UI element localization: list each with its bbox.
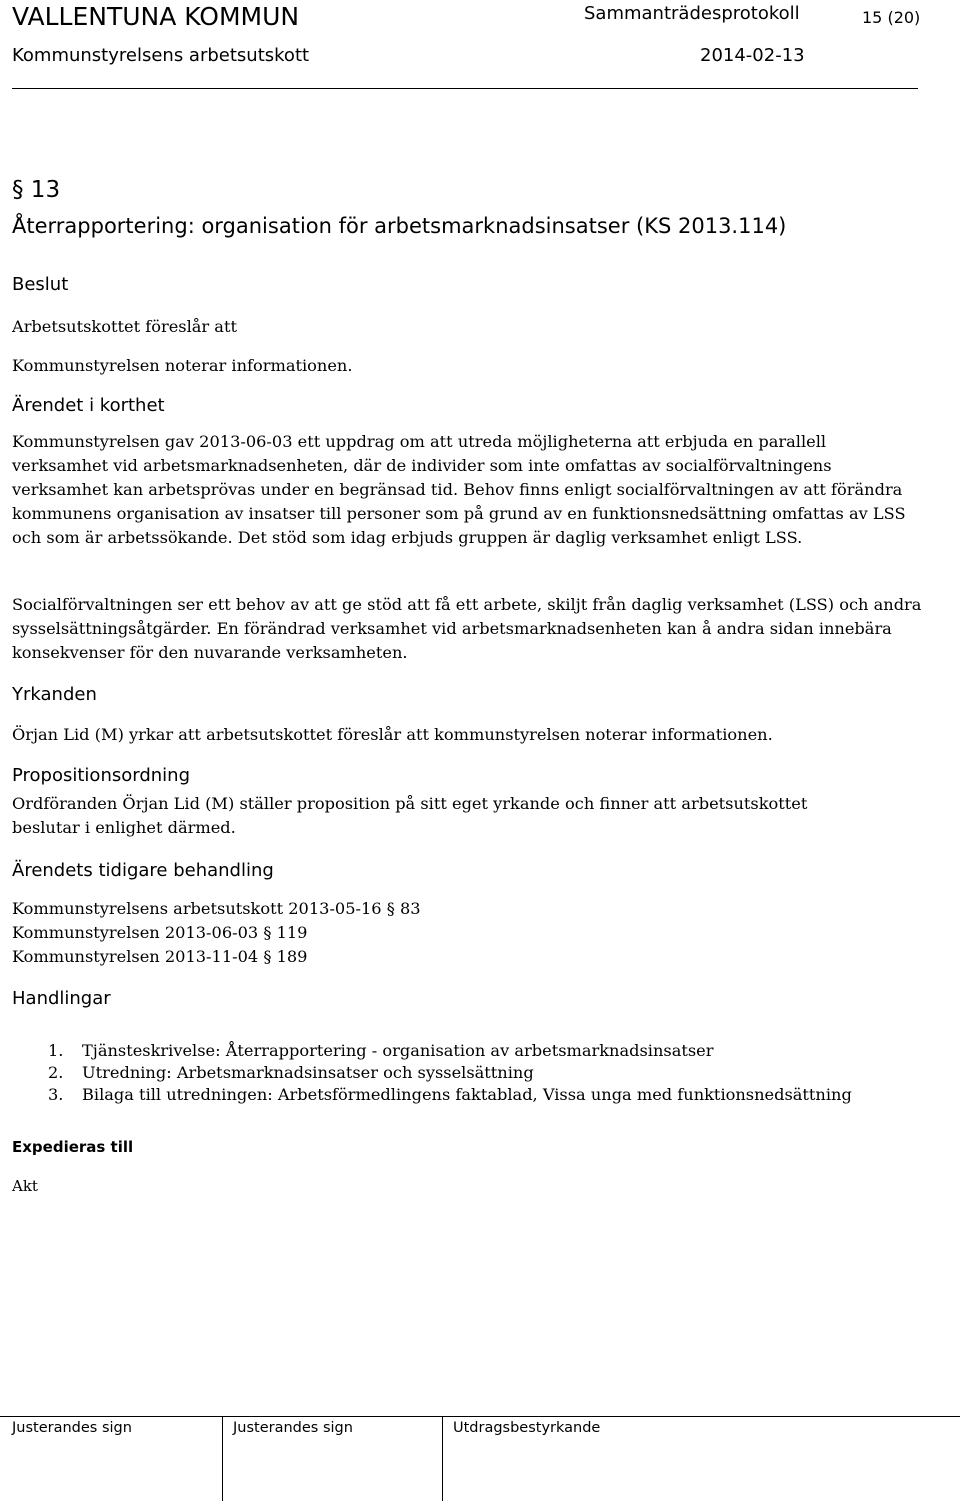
list-item-number: 3. (48, 1085, 64, 1104)
beslut-line-1: Arbetsutskottet föreslår att (12, 317, 237, 336)
tidigare-heading: Ärendets tidigare behandling (12, 860, 274, 881)
expedieras-heading: Expedieras till (12, 1138, 134, 1156)
committee-name: Kommunstyrelsens arbetsutskott (12, 45, 310, 66)
handlingar-list (48, 1040, 852, 1106)
page-title: Återrapportering: organisation för arbetsmarknadsinsatser (KS 2013.114) (12, 214, 787, 238)
signature-label: Justerandes sign (233, 1420, 353, 1436)
list-item-text: Bilaga till utredningen: Arbetsförmedlingens faktablad, Vissa unga med funktionsnedsättning (82, 1085, 852, 1104)
arendet-paragraph-2 (12, 593, 922, 665)
tidigare-item: Kommunstyrelsen 2013-06-03 § 119 (12, 923, 308, 942)
signature-label: Justerandes sign (12, 1420, 132, 1436)
tidigare-item: Kommunstyrelsen 2013-11-04 § 189 (12, 947, 308, 966)
yrkanden-heading: Yrkanden (12, 684, 97, 705)
propositionsordning-heading: Propositionsordning (12, 765, 190, 786)
organization-name: VALLENTUNA KOMMUN (12, 2, 300, 31)
signature-box-2 (222, 1417, 442, 1501)
document-type: Sammanträdesprotokoll (584, 3, 800, 24)
page-number: 15 (20) (862, 8, 921, 27)
list-item (48, 1084, 852, 1106)
list-item-number: 2. (48, 1063, 64, 1082)
arendet-heading: Ärendet i korthet (12, 395, 165, 416)
paragraph-number: § 13 (12, 177, 61, 203)
list-item (48, 1062, 852, 1084)
handlingar-heading: Handlingar (12, 988, 111, 1009)
list-item-number: 1. (48, 1041, 64, 1060)
certification-box (442, 1417, 960, 1501)
tidigare-item: Kommunstyrelsens arbetsutskott 2013-05-16 § 83 (12, 899, 421, 918)
certification-label: Utdragsbestyrkande (453, 1420, 601, 1436)
header-divider (12, 88, 918, 89)
arendet-text-2: Socialförvaltningen ser ett behov av att ge stöd att få ett arbete, skiljt från daglig verksamhet (LSS) och andra sysselsättningsåtgärder. En förändrad verksamhet vid arbetsmarknadsenheten kan å andra sidan innebära konsekvenser för den nuvarande verksamheten. (12, 595, 922, 662)
propositionsordning-text: Ordföranden Örjan Lid (M) ställer proposition på sitt eget yrkande och finner att arbetsutskottet beslutar i enlighet därmed. (12, 794, 808, 837)
signature-box-1 (0, 1417, 222, 1501)
list-item-text: Utredning: Arbetsmarknadsinsatser och sysselsättning (82, 1063, 534, 1082)
yrkanden-text: Örjan Lid (M) yrkar att arbetsutskottet föreslår att kommunstyrelsen noterar informationen. (12, 725, 773, 744)
meeting-date: 2014-02-13 (700, 45, 805, 66)
arendet-paragraph-1 (12, 430, 922, 550)
expedieras-recipient: Akt (12, 1177, 38, 1195)
list-item (48, 1040, 852, 1062)
list-item-text: Tjänsteskrivelse: Återrapportering - organisation av arbetsmarknadsinsatser (82, 1041, 714, 1060)
beslut-line-2: Kommunstyrelsen noterar informationen. (12, 356, 353, 375)
arendet-text-1: Kommunstyrelsen gav 2013-06-03 ett uppdrag om att utreda möjligheterna att erbjuda en parallell verksamhet vid arbetsmarknadsenheten, där de individer som inte omfattas av socialförvaltningens verksamhet kan arbetsprövas under en begränsad tid. Behov finns enligt socialförvaltningen av att förändra kommunens organisation av insatser till personer som på grund av en funktionsnedsättning omfattas av LSS och som är arbetssökande. Det stöd som idag erbjuds gruppen är daglig verksamhet enligt LSS. (12, 432, 906, 547)
propositionsordning-paragraph (12, 792, 852, 840)
beslut-heading: Beslut (12, 274, 69, 295)
